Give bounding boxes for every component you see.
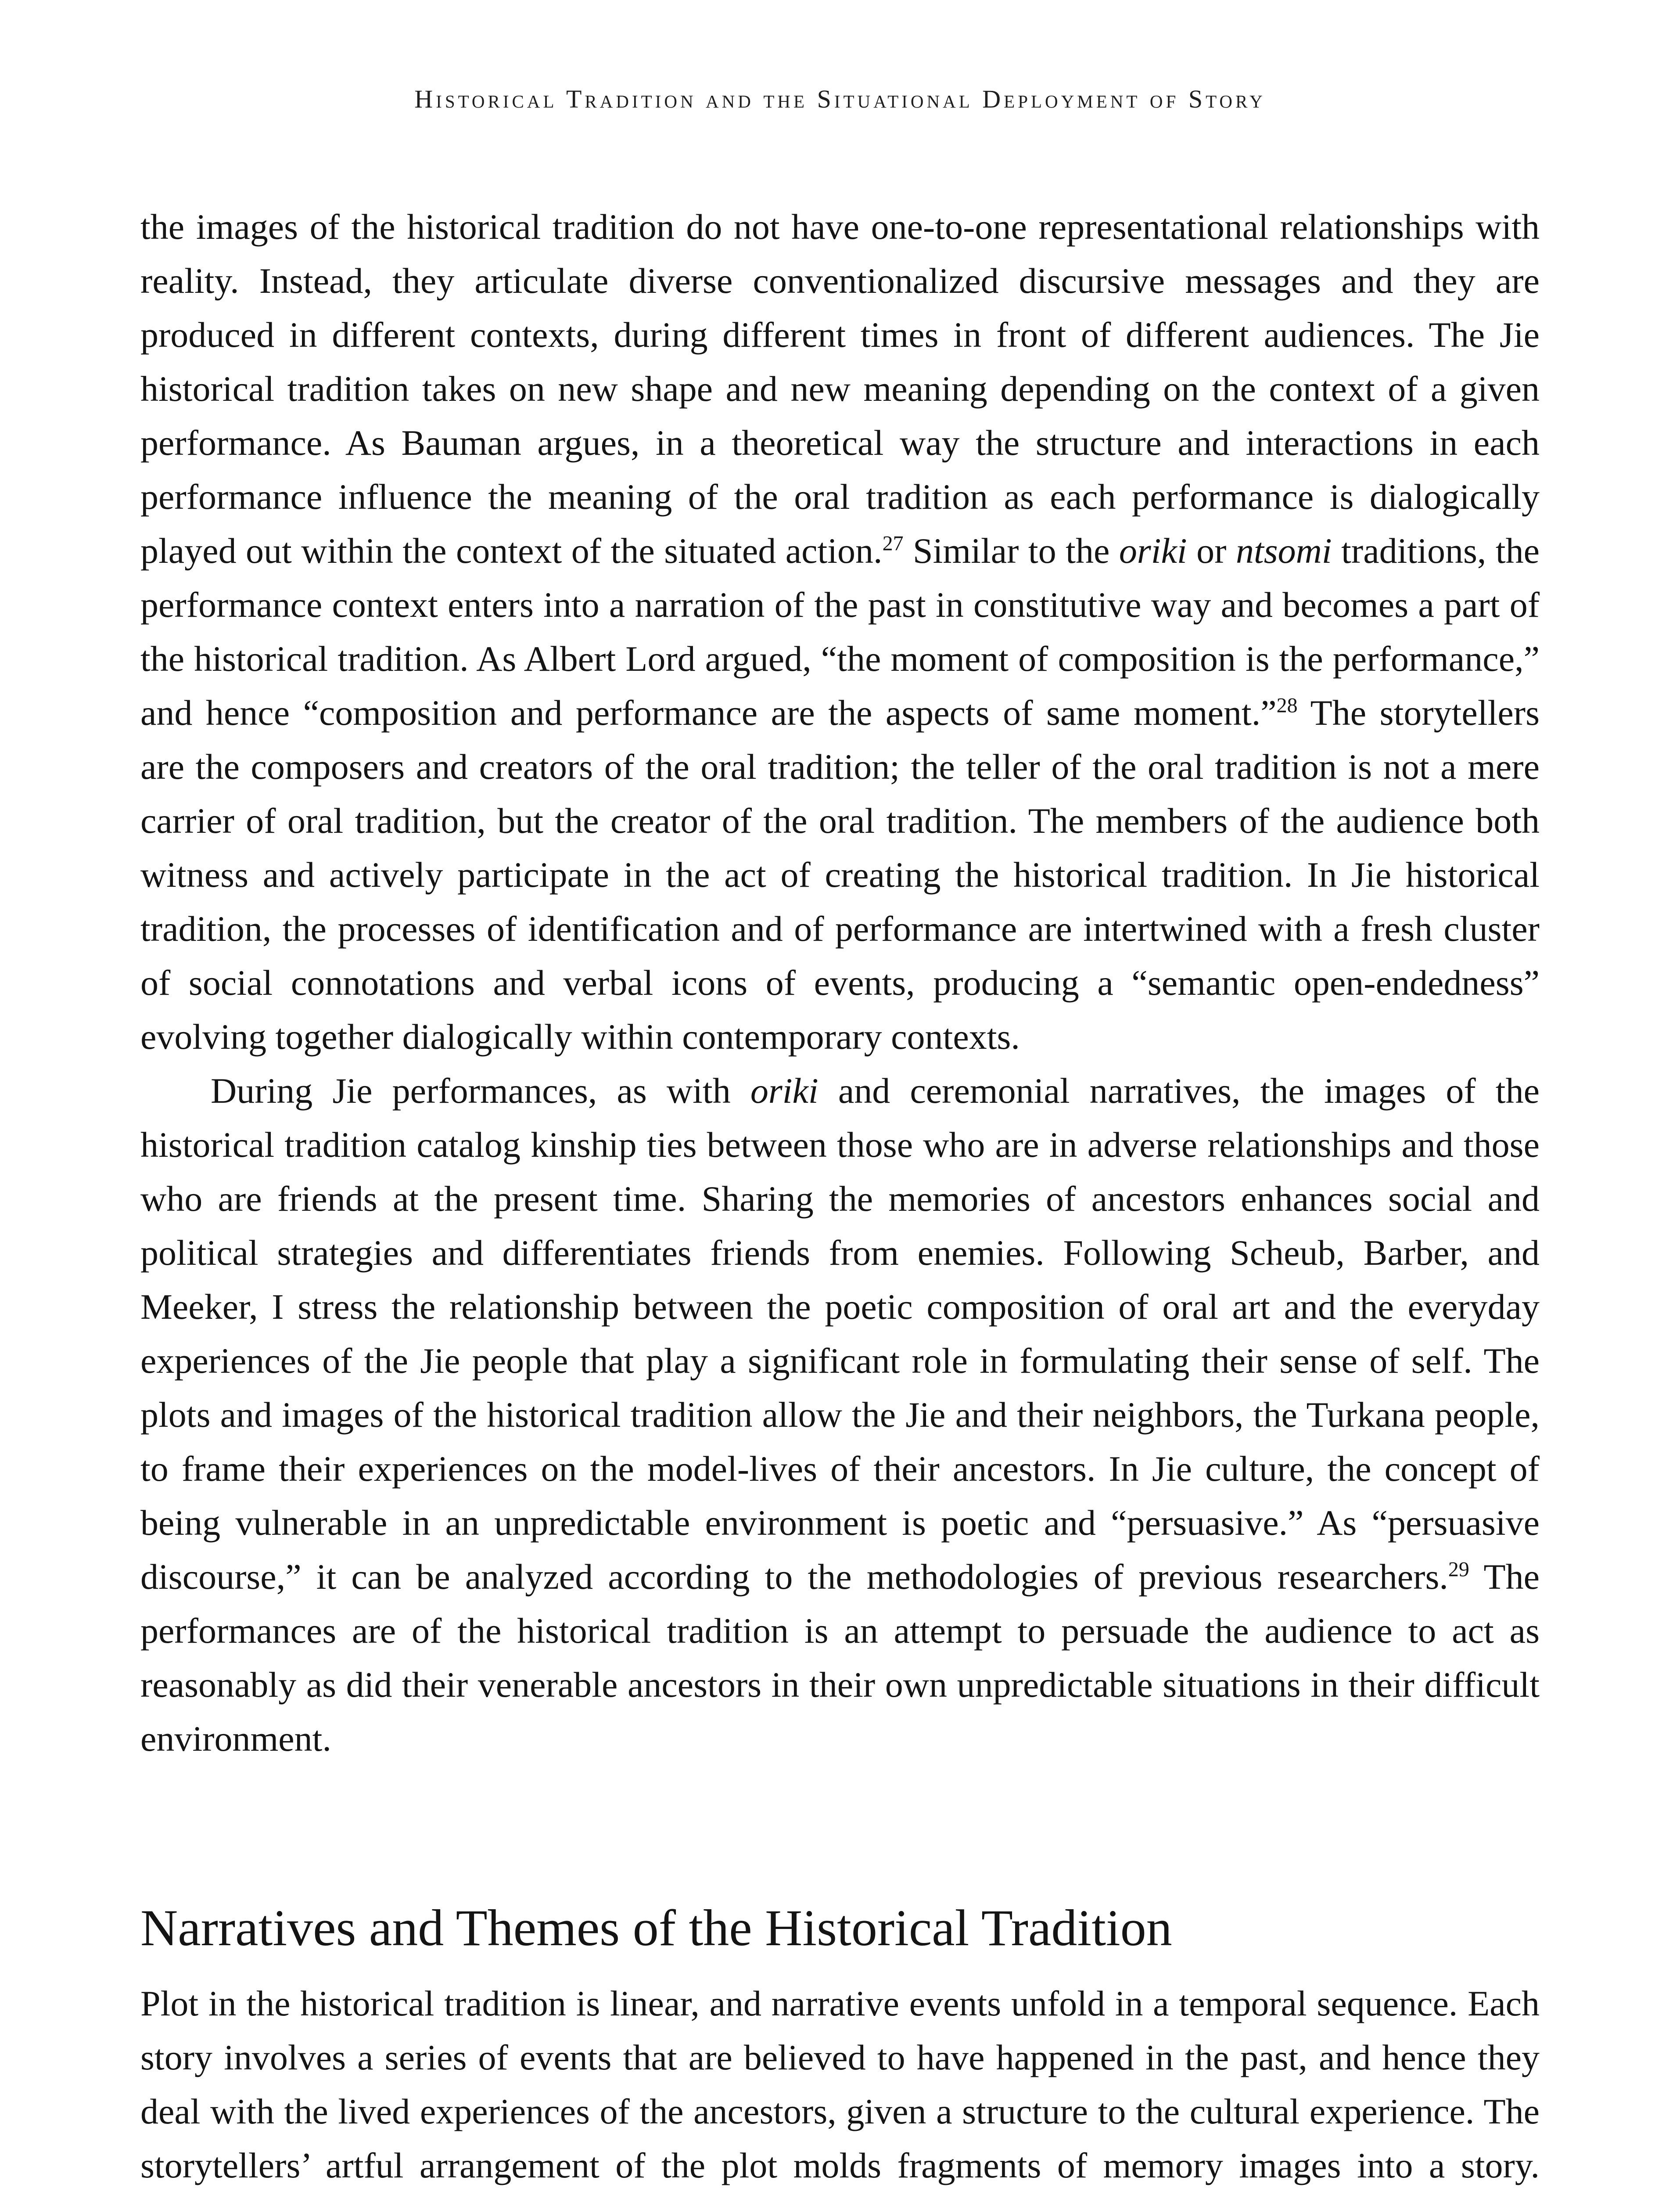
running-head: Historical Tradition and the Situational Deployment of Story [414, 85, 1266, 113]
paragraph-1-text-e: The storytellers are the composers and creators of the oral tradition; the teller of the oral tradition is not a mere carrier of oral tradition, but the creator of the oral tradition. The members of the audience both witness and actively participate in the act of creating the historical tradition. In Jie historical tradition, the processes of identification and of performance are intertwined with a fresh cluster of social connotations and verbal icons of events, producing a “semantic open-endedness” evolving together dialogically within contemporary contexts. [140, 693, 1540, 1057]
footnote-ref-27: 27 [882, 532, 904, 555]
paragraph-1-text-a: the images of the historical tradition do not have one-to-one representational relationships with reality. Instead, they articulate diverse conventionalized discursive messages and they are produced in different contexts, during different times in front of different audiences. The Jie historical tradition takes on new shape and new meaning depending on the context of a given performance. As Bauman argues, in a theoretical way the structure and interactions in each performance influence the meaning of the oral tradition as each performance is dialogically played out within the context of the situated action. [140, 207, 1540, 571]
italic-term-oriki: oriki [1119, 531, 1187, 571]
body-text [140, 200, 1540, 2195]
paragraph-2 [140, 1064, 1540, 1766]
paragraph-3: Plot in the historical tradition is linear, and narrative events unfold in a temporal sequence. Each story involves a series of events that are believed to have happened in the past, and hence they deal with the lived experiences of the ancestors, given a structure to the cultural experience. The storytellers’ artful arrangement of the plot molds fragments of memory images into a story. [140, 1983, 1540, 2185]
paragraph-2-text-b: and ceremonial narratives, the images of the historical tradition catalog kinship ties between those who are in adverse relationships and those who are friends at the present time. Sharing the memories of ancestors enhances social and political strategies and differentiates friends from enemies. Following Scheub, Barber, and Meeker, I stress the relationship between the poetic composition of oral art and the everyday experiences of the Jie people that play a significant role in formulating their sense of self. The plots and images of the historical tradition allow the Jie and their neighbors, the Turkana people, to frame their experiences on the model-lives of their ancestors. In Jie culture, the concept of being vulnerable in an unpredictable environment is poetic and “persuasive.” As “persuasive discourse,” it can be analyzed according to the methodologies of previous researchers. [140, 1071, 1540, 1597]
paragraph-1-text-d: traditions, the performance context enters into a narration of the past in constitutive way and becomes a part of the historical tradition. As Albert Lord argued, “the moment of composition is the performance,” and hence “composition and performance are the aspects of same moment.” [140, 531, 1540, 733]
paragraph-2-text-c: The performances are of the historical tradition is an attempt to persuade the audience to act as reasonably as did their venerable ancestors in their own unpredictable situations in their difficult environment. [140, 1557, 1540, 1759]
footnote-ref-29: 29 [1448, 1558, 1469, 1581]
heading-spacer [140, 1961, 1540, 1976]
section-heading: Narratives and Themes of the Historical Tradition [140, 1899, 1172, 1957]
paragraph-1-text-c: or [1187, 531, 1236, 571]
footnote-ref-28: 28 [1276, 694, 1298, 717]
paragraph-2-text-a: During Jie performances, as with [211, 1071, 750, 1111]
paragraph-1 [140, 200, 1540, 1064]
italic-term-oriki: oriki [750, 1071, 818, 1111]
paragraph-1-text-b: Similar to the [903, 531, 1119, 571]
italic-term-ntsomi: ntsomi [1235, 531, 1332, 571]
